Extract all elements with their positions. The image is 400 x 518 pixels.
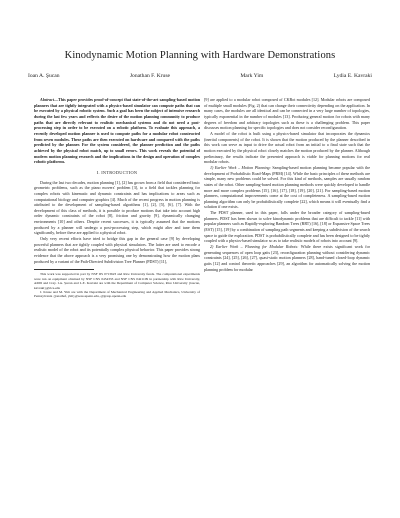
subsection-2-label: 2) Earlier Work – Planning for Modular Robots: xyxy=(210,244,299,250)
subsection-modular-robots xyxy=(204,244,370,272)
author-4: Lydia E. Kavraki xyxy=(333,73,372,79)
right-paragraph-pdst: The PDST planner, used in this paper, falls under the broader category of sampling-based planners. PDST has been shown to solve kinodynamic problems that are difficult to tackle [11] with popular planners such as Rapidly-exploring Random Trees (RRT) [16], [18] or Expansive Space Trees (EST) [15], [19] by a combination of sampling path segments and keeping a subdivision of the search space to guide the exploration. PDST is probabilistically complete and has been designed to be tightly coupled with a physics-based simulator so as to take realistic models of robots into account [9]. xyxy=(204,210,370,244)
intro-paragraph-2: Only very recent efforts have tried to bridge this gap in the general case [9] by developing powerful planners that are tightly coupled with physical simulators. The latter are used to encode a realistic model of the robot and its potentially complex physical behavior. This paper provides strong evidence that the above approach is a very promising one by demonstrating how the motion plans produced by a variant of the Path-Directed Subdivision Tree Planner (PDST) [11], xyxy=(34,236,200,264)
abstract-label: Abstract xyxy=(40,97,54,102)
footnote-affiliation: J. Kruse and M. Yim are with the Department of Mechanical Engineering and Applied Mechanics, University of Pennsylvania {jonathaf, yim}@seas.upenn.edu, @grasp.upenn.edu xyxy=(34,290,200,299)
section-heading-introduction: I. INTRODUCTION xyxy=(96,169,138,175)
author-2: Jonathan F. Kruse xyxy=(129,73,170,79)
subsection-2-text: While there exists significant work for generating sequences of open loop gaits [23], reconfiguration planning without considering dynamic constraints [24], [25], [26], [27], quasi-static motion planners [28], hand-tuned closed-loop dynamic gaits [12] and control theoretic approaches [29], an algorithm for automatically solving the motion planning problem for modular xyxy=(204,244,370,272)
abstract-text: —This paper provides proof-of-concept that state-of-the-art sampling-based motion planners that are tightly integrated with a physics-based simulator can compute paths that can be executed by a physical robotic system. Such a goal has been the subject of intensive research during the last few years and reflects the desire of the motion planning community to produce paths that are directly relevant to realistic mechanical systems and do not need a post-processing step in order to be executed on a robotic platform. To evaluate this approach, a recently developed motion planner is used to compute paths for a modular robot constructed from seven modules. These paths are then executed on hardware and compared with the paths predicted by the planner. For the system considered, the planner prediction and the paths achieved by the physical robot match, up to small errors. This work reveals the potential of modern motion planning research and the implications in the design and operation of complex robotic platforms. xyxy=(34,97,200,165)
author-1: Ioan A. Şucan xyxy=(28,73,60,79)
footnote-divider xyxy=(34,269,94,270)
abstract xyxy=(34,97,200,165)
author-3: Mark Yim xyxy=(240,73,264,79)
left-column xyxy=(34,97,200,299)
subsection-motion-planning xyxy=(204,165,370,210)
intro-paragraph-1: During the last two decades, motion planning [1], [2] has grown from a field that considered basic geometric problems, such as the piano movers' problem [3], to a field that tackles planning for complex robots with kinematic and dynamic constraints and has implications to areas such as computational biology and computer graphics [4]. Much of the recent progress in motion planning is attributed to the development of sampling-based algorithms [1], [2], [5], [6], [7]. With the development of this class of methods, it is possible to produce motions that take into account high order dynamic constraints of the robot [8], friction and gravity [9], dynamically changing environments [10] and others. Despite recent successes, it is typically assumed that the motions produced by a planner will undergo a post-processing step, which might alter and tune them significantly, before these are applied to a physical robot. xyxy=(34,179,200,236)
footnote-funding: This work was supported in part by NSF IIS 0713623 and Rice University funds. The computational experiments were run on equipment obtained by NSF CNS 0454333 and NSF CNS 0421109 in partnership with Rice University, AMD and Cray. I.A. Şucan and L.E. Kavraki are with the Department of Computer Science, Rice University {isucan, kavraki}@rice.edu xyxy=(34,272,200,290)
subsection-1-text: Sampling-based motion planning became popular with the development of Probabilistic Road-Maps (PRM) [14]. While the basic principles of these methods are simple, many new problems could be solved. For this kind of methods, samples are usually random states of the robot. Other sampling-based motion planning methods were quickly developed to handle more and more complex problems [15], [16], [17], [18], [19], [20], [21]. For sampling-based motion planners, computational improvements come at the cost of completeness. A sampling-based motion planning algorithm can only be probabilistically complete [22], which means it will eventually find a solution if one exists. xyxy=(204,164,370,210)
right-paragraph-2: A model of the robot is built using a physics-based simulator that incorporates the dynamics (inertial components) of the robot. It is shown that the motion produced by the planner described in this work can serve as input to drive the actual robot from an initial to a final state such that the motion executed by the physical robot closely matches the motion produced by the planner. Although preliminary, the results indicate the presented approach is viable for planning motions for real modular robots. xyxy=(204,130,370,165)
author-list xyxy=(28,73,372,79)
right-column xyxy=(204,97,370,272)
right-paragraph-1: [9] are applied to a modular robot composed of CKBot modules [12]. Modular robots are composed of multiple small modules (Fig. 2) that can change their connectivity depending on the application. In many cases, the modules are all identical and can be connected in a very large number of topologies, typically exponential in the number of modules [13]. Producing general motion for robots with many degrees of freedom and arbitrary topologies such as these is a challenging problem. This paper discusses motion planning for specific topologies and does not consider reconfiguration. xyxy=(204,97,370,131)
paper-title: Kinodynamic Motion Planning with Hardware Demonstrations xyxy=(64,50,336,61)
subsection-1-label: 1) Earlier Work – Motion Planning: xyxy=(210,164,271,170)
